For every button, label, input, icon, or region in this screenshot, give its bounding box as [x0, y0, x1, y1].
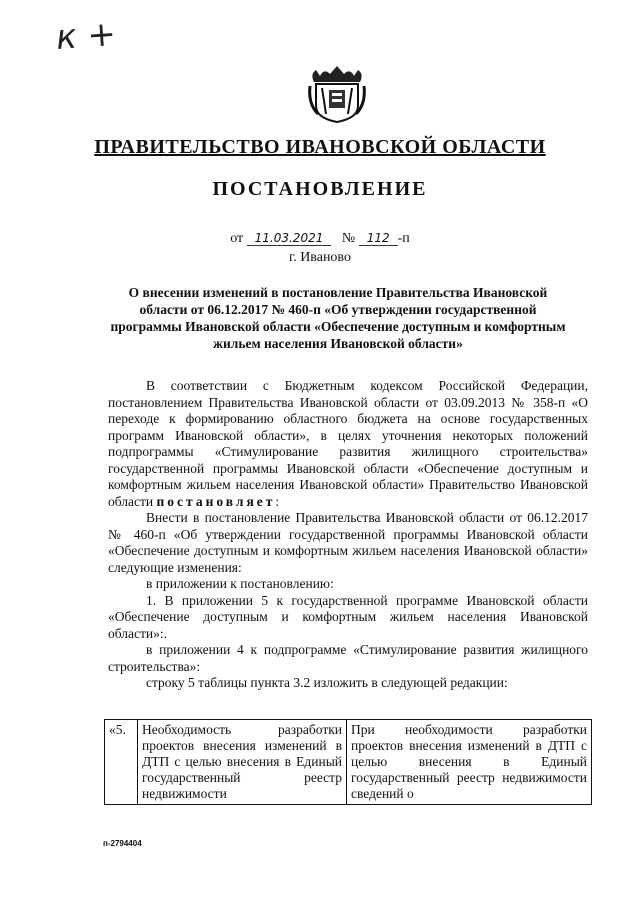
resolves-word: постановляет: [156, 493, 276, 509]
coat-of-arms-icon: [308, 64, 366, 124]
government-title: ПРАВИТЕЛЬСТВО ИВАНОВСКОЙ ОБЛАСТИ: [94, 136, 546, 158]
from-label: от: [230, 231, 244, 246]
number-suffix: -п: [397, 231, 410, 246]
preamble-text: В соответствии с Бюджетным кодексом Российской Федерации, постановлением Правительства Ивановской области от 03.09.2013 № 358-п «О переходе к формированию областного бюджета на основе государственных программ Ивановской области», в целях уточнения некоторых положений подпрограммы «Стимулирование развития жилищного строительства» государственной программы Ивановской области «Обеспечение доступным и комфортным жильем населения Ивановской области» Правительство Ивановской области: [108, 378, 588, 509]
registration-line: [0, 231, 640, 247]
paragraph-3: 1. В приложении 5 к государственной программе Ивановской области «Обеспечение доступным и комфортным жильем населения Ивановской области»:.: [108, 592, 588, 641]
city: г. Иваново: [289, 250, 351, 265]
paragraph-5: строку 5 таблицы пункта 3.2 изложить в следующей редакции:: [146, 675, 508, 690]
paragraph-4: в приложении 4 к подпрограмме «Стимулирование развития жилищного строительства»:: [108, 642, 588, 674]
document-date: 11.03.2021: [247, 231, 332, 246]
document-code: п-2794404: [103, 839, 142, 848]
number-label: №: [341, 231, 356, 246]
paragraph-2: в приложении к постановлению:: [146, 576, 334, 591]
table-row: [105, 720, 592, 805]
document-subject: О внесении изменений в постановление Правительства Ивановской области от 06.12.2017 № 460-п «Об утверждении государственной программы Ивановской области «Обеспечение доступным и комфортным жильем населения Ивановской области»: [110, 285, 566, 351]
description-cell: При необходимости разработки проектов внесения изменений в ДТП с целью внесения в Единый государственный реестр недвижимости сведений о: [347, 720, 592, 805]
condition-cell: Необходимость разработки проектов внесения изменений в ДТП с целью внесения в Единый государственный реестр недвижимости: [138, 720, 347, 805]
document-type: ПОСТАНОВЛЕНИЕ: [212, 178, 428, 200]
preamble-paragraph: [108, 378, 588, 510]
paragraph-1: Внести в постановление Правительства Ивановской области от 06.12.2017 № 460-п «Об утверждении государственной программы Ивановской области «Обеспечение доступным и комфортным жильем населения Ивановской области» следующие изменения:: [108, 510, 588, 575]
amendment-table: [104, 719, 592, 805]
document-number: 112: [359, 231, 398, 246]
resolves-colon: :: [275, 493, 280, 509]
row-number-cell: «5.: [105, 720, 138, 805]
document-body: [108, 378, 588, 692]
handwritten-annotation: к +: [54, 13, 118, 59]
